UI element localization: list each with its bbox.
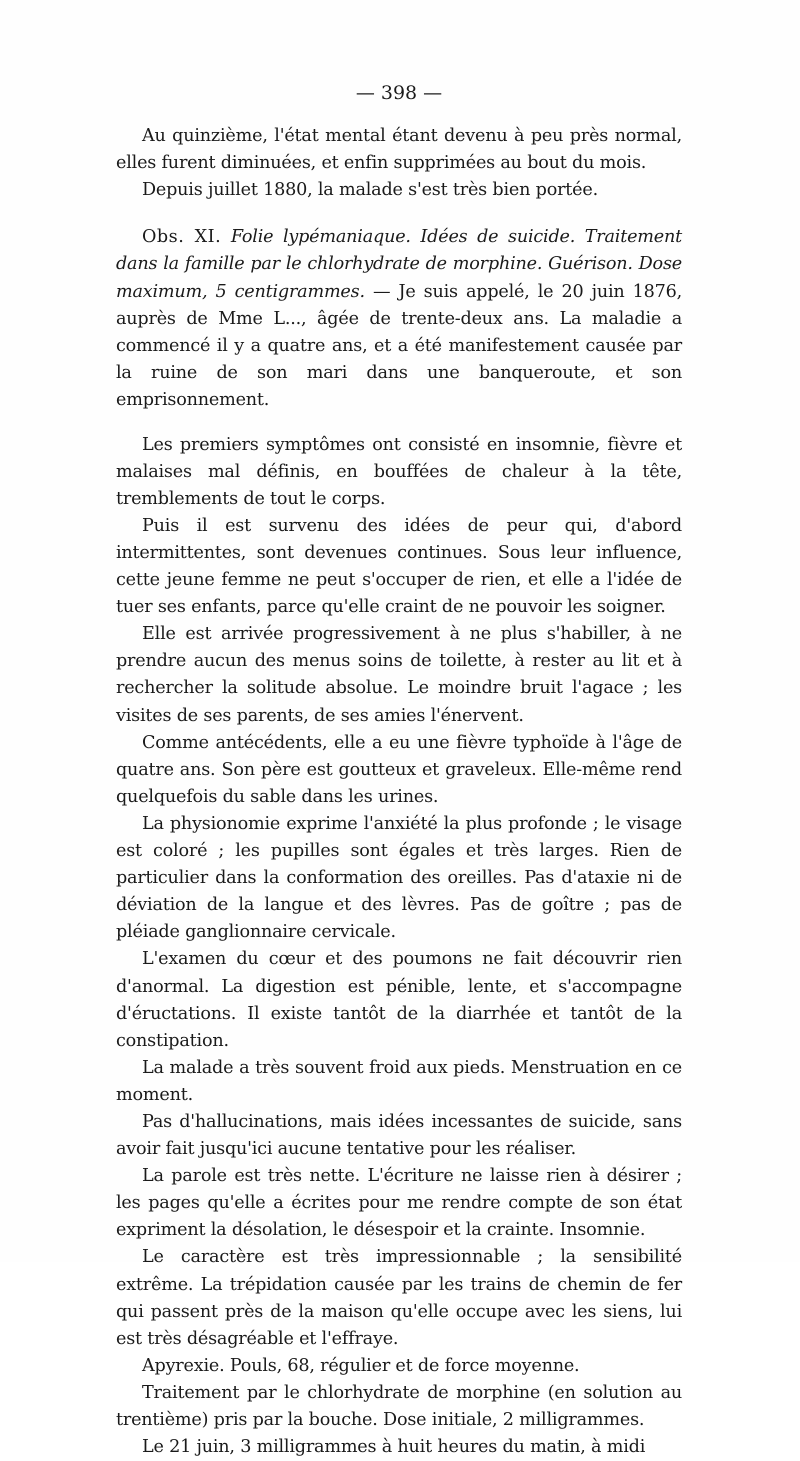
body-paragraph: La physionomie exprime l'anxiété la plus profonde ; le visage est coloré ; les pupilles sont égales et très larges. Rien de particulier dans la conformation des oreilles. Pas d'ataxie ni de déviation de la langue et des lèvres. Pas de goître ; pas de pléiade ganglionnaire cervicale.: [116, 813, 682, 943]
body-paragraph: L'examen du cœur et des poumons ne fait découvrir rien d'anormal. La digestion est pénible, lente, et s'accompagne d'éructations. Il existe tantôt de la diarrhée et tantôt de la constipation.: [116, 949, 682, 1051]
body-paragraph: Traitement par le chlorhydrate de morphine (en solution au trentième) pris par la bouche. Dose initiale, 2 milligrammes.: [116, 1382, 682, 1430]
intro-paragraph: Depuis juillet 1880, la malade s'est très bien portée.: [142, 180, 598, 201]
body-paragraph: Le 21 juin, 3 milligrammes à huit heures du matin, à midi: [142, 1437, 646, 1458]
body-paragraph: Puis il est survenu des idées de peur qui, d'abord intermittentes, sont devenues continues. Sous leur influence, cette jeune femme ne peut s'occuper de rien, et elle a l'idée de tuer ses enfants, parce qu'elle craint de ne pouvoir les soigner.: [116, 515, 682, 618]
body-paragraph: La parole est très nette. L'écriture ne laisse rien à désirer ; les pages qu'elle a écrites pour me rendre compte de son état expriment la désolation, le désespoir et la crainte. Insomnie.: [116, 1166, 682, 1241]
observation-label: Obs. XI.: [142, 227, 222, 248]
body-paragraph: La malade a très souvent froid aux pieds. Menstruation en ce moment.: [116, 1057, 682, 1105]
body-paragraph: Elle est arrivée progressivement à ne plus s'habiller, à ne prendre aucun des menus soins de toilette, à rester au lit et à rechercher la solitude absolue. Le moindre bruit l'agace ; les visites de ses parents, de ses amies l'énervent.: [116, 624, 682, 726]
body-paragraph: Le caractère est très impressionnable ; la sensibilité extrême. La trépidation causée par les trains de chemin de fer qui passent près de la maison qu'elle occupe avec les siens, lui est très désagréable et l'effraye.: [116, 1247, 682, 1349]
observation-opening: — Je suis appelé, le 20 juin 1876, auprès de Mme L..., âgée de trente-deux ans. La maladie a commencé il y a quatre ans, et a été manifestement causée par la ruine de son mari dans une banqueroute, et son emprisonnement.: [116, 281, 682, 410]
intro-paragraph: Au quinzième, l'état mental étant devenu à peu près normal, elles furent diminuées, et enfin supprimées au bout du mois.: [116, 126, 682, 174]
page-number: — 398 —: [355, 82, 443, 104]
page-text: [116, 80, 682, 1461]
body-paragraph: Les premiers symptômes ont consisté en insomnie, fièvre et malaises mal définis, en bouffées de chaleur à la tête, tremblements de tout le corps.: [116, 434, 682, 509]
body-paragraph: Apyrexie. Pouls, 68, régulier et de force moyenne.: [142, 1355, 580, 1376]
observation-title: Folie lypémaniaque. Idées de suicide. Traitement dans la famille par le chlorhydrate de morphine. Guérison. Dose maximum, 5 centigrammes.: [116, 227, 682, 302]
body-paragraph: Comme antécédents, elle a eu une fièvre typhoïde à l'âge de quatre ans. Son père est goutteux et graveleux. Elle-même rend quelquefois du sable dans les urines.: [116, 732, 682, 807]
body-paragraph: Pas d'hallucinations, mais idées incessantes de suicide, sans avoir fait jusqu'ici aucune tentative pour les réaliser.: [116, 1111, 682, 1160]
observation-heading-paragraph: [116, 224, 682, 414]
